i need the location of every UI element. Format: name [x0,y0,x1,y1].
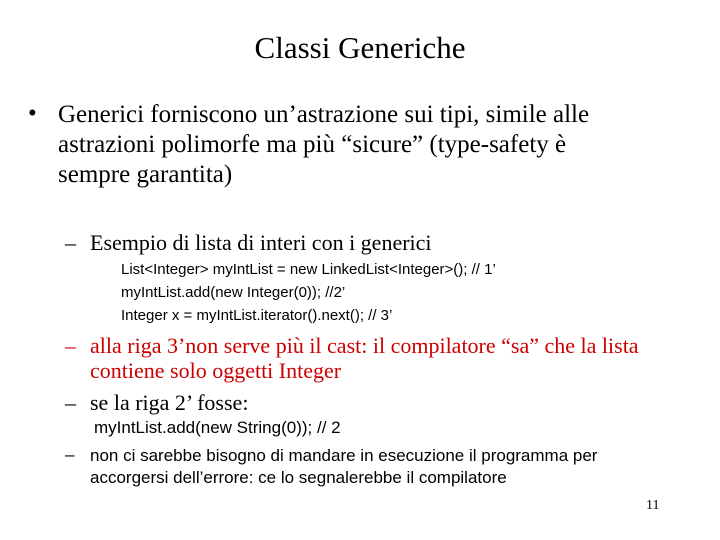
code-line: myIntList.add(new String(0)); // 2 [94,418,341,437]
if-line2-text: se la riga 2’ fosse: [90,390,249,415]
dash-marker: – [65,390,76,415]
bullet-line: Generici forniscono un’astrazione sui tipi, simile alle [58,101,590,128]
dash-marker: – [65,333,76,358]
error-note [90,445,597,489]
bullet-line: astrazioni polimorfe ma più “sicure” (type-safety è [58,131,567,158]
dash-marker: – [65,445,75,464]
main-bullet-text [58,100,589,190]
bullet-marker: • [28,100,37,127]
error-note-line: non ci sarebbe bisogno di mandare in esecuzione il programma per [90,446,598,465]
slide-title: Classi Generiche [254,30,466,65]
code-block [121,258,496,327]
example-heading: Esempio di lista di interi con i generici [90,230,432,255]
error-note-line: accorgersi dell’errore: ce lo segnalerebbe il compilatore [90,468,507,487]
cast-note-line: alla riga 3’non serve più il cast: il compilatore “sa” che la lista [90,333,639,358]
cast-note [90,333,639,383]
code-line: myIntList.add(new Integer(0)); //2’ [121,284,346,301]
bullet-line: sempre garantita) [58,161,233,188]
code-line: Integer x = myIntList.iterator().next(); // 3’ [121,307,393,324]
cast-note-line: contiene solo oggetti Integer [90,358,342,383]
dash-marker: – [65,230,76,255]
code-line: List<Integer> myIntList = new LinkedList<Integer>(); // 1’ [121,261,496,278]
page-number: 11 [646,498,660,513]
